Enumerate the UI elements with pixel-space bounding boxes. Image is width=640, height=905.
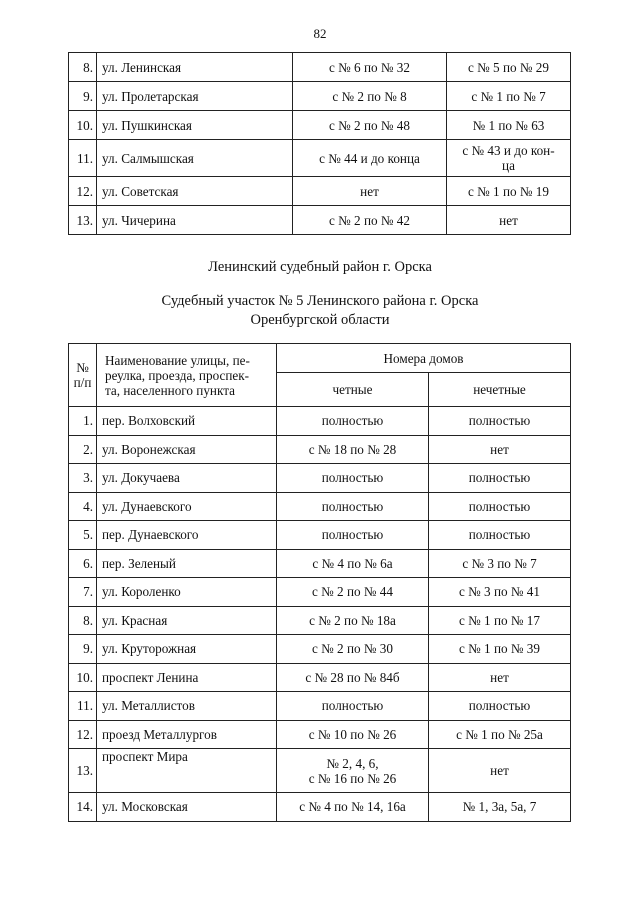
odd-houses: с № 5 по № 29: [447, 53, 571, 82]
table-row: [69, 549, 571, 578]
odd-houses: полностью: [429, 692, 571, 721]
table-row: [69, 177, 571, 206]
even-houses: с № 28 по № 84б: [277, 663, 429, 692]
street-name: ул. Пролетарская: [97, 82, 293, 111]
street-name: ул. Металлистов: [97, 692, 277, 721]
odd-houses: с № 43 и до кон- ца: [447, 140, 571, 177]
odd-houses: № 1 по № 63: [447, 111, 571, 140]
odd-houses: с № 1 по № 19: [447, 177, 571, 206]
row-number: 13.: [69, 749, 97, 793]
street-name: ул. Советская: [97, 177, 293, 206]
table-row: [69, 435, 571, 464]
row-number: 8.: [69, 53, 97, 82]
odd-houses: с № 1 по № 17: [429, 606, 571, 635]
odd-houses: нет: [429, 749, 571, 793]
street-name: ул. Воронежская: [97, 435, 277, 464]
odd-houses: полностью: [429, 492, 571, 521]
row-number: 8.: [69, 606, 97, 635]
even-houses: с № 2 по № 48: [293, 111, 447, 140]
row-number: 12.: [69, 177, 97, 206]
table-row: [69, 635, 571, 664]
street-name: проспект Мира: [97, 749, 277, 793]
table-row: [69, 492, 571, 521]
street-name: ул. Чичерина: [97, 206, 293, 235]
street-name: ул. Ленинская: [97, 53, 293, 82]
table-row: [69, 720, 571, 749]
row-number: 1.: [69, 407, 97, 436]
row-number: 10.: [69, 111, 97, 140]
even-houses: полностью: [277, 521, 429, 550]
row-number: 6.: [69, 549, 97, 578]
odd-houses: № 1, 3а, 5а, 7: [429, 793, 571, 822]
page-number: 82: [313, 26, 327, 41]
table-row: [69, 140, 571, 177]
odd-houses: с № 3 по № 41: [429, 578, 571, 607]
street-name: ул. Пушкинская: [97, 111, 293, 140]
street-name: ул. Красная: [97, 606, 277, 635]
even-houses: № 2, 4, 6, с № 16 по № 26: [277, 749, 429, 793]
row-number: 13.: [69, 206, 97, 235]
table-row: [69, 663, 571, 692]
plot-title: [0, 292, 640, 330]
row-number: 7.: [69, 578, 97, 607]
header-houses: Номера домов: [277, 344, 571, 373]
even-houses: с № 44 и до конца: [293, 140, 447, 177]
plot-title-line1: Судебный участок № 5 Ленинского района г. Орска: [161, 293, 479, 309]
street-name: ул. Салмышская: [97, 140, 293, 177]
table-row: [69, 464, 571, 493]
header-even: четные: [277, 373, 429, 407]
table-row: [69, 82, 571, 111]
street-name: ул. Докучаева: [97, 464, 277, 493]
street-name: пер. Волховский: [97, 407, 277, 436]
header-odd: нечетные: [429, 373, 571, 407]
even-houses: полностью: [277, 464, 429, 493]
streets-table-continued: [68, 52, 571, 235]
row-number: 9.: [69, 82, 97, 111]
table-row: [69, 606, 571, 635]
table-row: [69, 692, 571, 721]
even-houses: с № 2 по № 30: [277, 635, 429, 664]
row-number: 12.: [69, 720, 97, 749]
even-houses: полностью: [277, 692, 429, 721]
street-name: пер. Зеленый: [97, 549, 277, 578]
row-number: 14.: [69, 793, 97, 822]
table-row: [69, 521, 571, 550]
even-houses: с № 2 по № 44: [277, 578, 429, 607]
row-number: 11.: [69, 140, 97, 177]
street-name: ул. Московская: [97, 793, 277, 822]
odd-houses: полностью: [429, 521, 571, 550]
odd-houses: полностью: [429, 407, 571, 436]
even-houses: с № 2 по № 18а: [277, 606, 429, 635]
header-name: Наименование улицы, пе- реулка, проезда, проспек- та, населенного пункта: [97, 344, 277, 407]
table-row: [69, 578, 571, 607]
even-houses: с № 10 по № 26: [277, 720, 429, 749]
row-number: 3.: [69, 464, 97, 493]
even-houses: с № 18 по № 28: [277, 435, 429, 464]
street-name: проезд Металлургов: [97, 720, 277, 749]
even-houses: полностью: [277, 407, 429, 436]
odd-houses: с № 1 по № 25а: [429, 720, 571, 749]
even-houses: с № 4 по № 6а: [277, 549, 429, 578]
odd-houses: нет: [429, 663, 571, 692]
row-number: 10.: [69, 663, 97, 692]
row-number: 11.: [69, 692, 97, 721]
even-houses: с № 2 по № 42: [293, 206, 447, 235]
odd-houses: нет: [429, 435, 571, 464]
table-row: [69, 793, 571, 822]
table-row: [69, 111, 571, 140]
row-number: 4.: [69, 492, 97, 521]
district-title: Ленинский судебный район г. Орска: [208, 259, 432, 275]
odd-houses: с № 1 по № 39: [429, 635, 571, 664]
row-number: 9.: [69, 635, 97, 664]
even-houses: полностью: [277, 492, 429, 521]
odd-houses: полностью: [429, 464, 571, 493]
row-number: 5.: [69, 521, 97, 550]
row-number: 2.: [69, 435, 97, 464]
street-name: ул. Круторожная: [97, 635, 277, 664]
odd-houses: нет: [447, 206, 571, 235]
table-row: [69, 53, 571, 82]
odd-houses: с № 1 по № 7: [447, 82, 571, 111]
table-row: [69, 407, 571, 436]
street-name: пер. Дунаевского: [97, 521, 277, 550]
plot-title-line2: Оренбургской области: [250, 312, 390, 328]
even-houses: с № 2 по № 8: [293, 82, 447, 111]
table-row: [69, 206, 571, 235]
street-name: проспект Ленина: [97, 663, 277, 692]
even-houses: нет: [293, 177, 447, 206]
streets-table: [68, 343, 571, 822]
street-name: ул. Дунаевского: [97, 492, 277, 521]
even-houses: с № 6 по № 32: [293, 53, 447, 82]
odd-houses: с № 3 по № 7: [429, 549, 571, 578]
street-name: ул. Короленко: [97, 578, 277, 607]
header-num: № п/п: [69, 344, 97, 407]
table-row: [69, 749, 571, 793]
even-houses: с № 4 по № 14, 16а: [277, 793, 429, 822]
